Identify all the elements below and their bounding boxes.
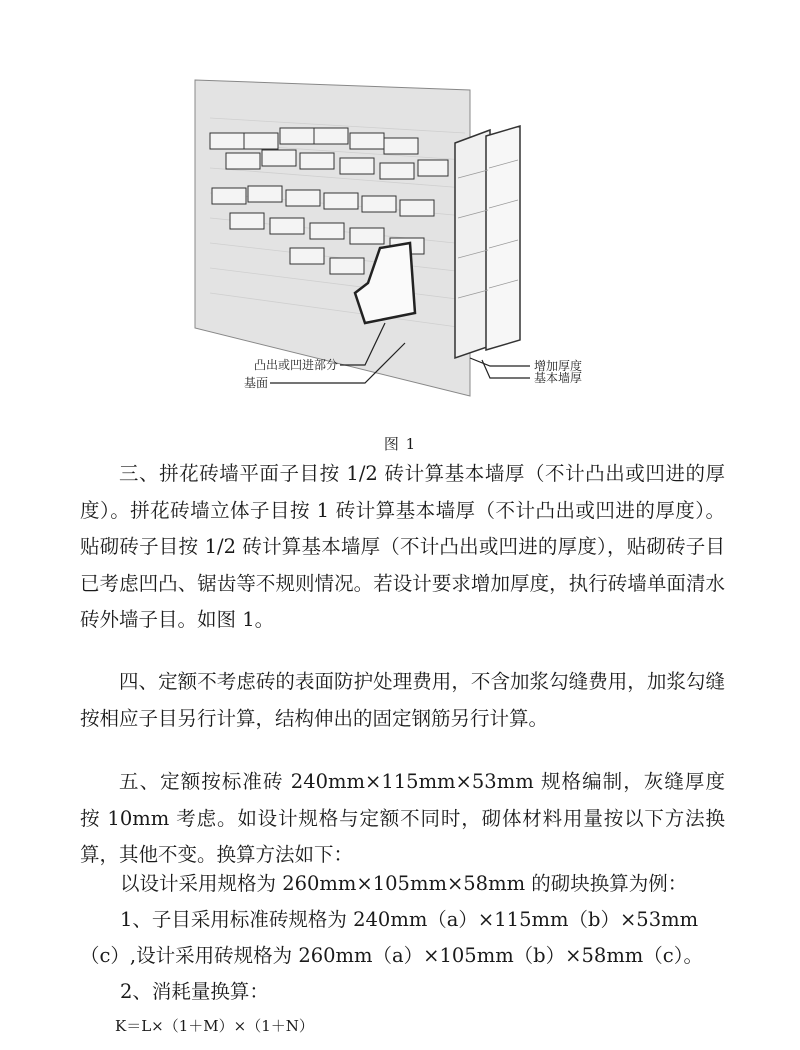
example-intro: 以设计采用规格为 260mm×105mm×58mm 的砌块换算为例： bbox=[120, 872, 688, 895]
item-1-line-1: 1、子目采用标准砖规格为 240mm（a）×115mm（b）×53mm bbox=[120, 908, 699, 931]
paragraph-5: 五、定额按标准砖 240mm×115mm×53mm 规格编制，灰缝厚度按 10mm 考虑。如设计规格与定额不同时，砌体材料用量按以下方法换算，其他不变。换算方法如下： bbox=[80, 770, 725, 866]
item-2: 2、消耗量换算： bbox=[120, 980, 269, 1003]
item-1-line-2: （c）,设计采用砖规格为 260mm（a）×105mm（b）×58mm（c）。 bbox=[80, 944, 703, 967]
label-added-thickness: 增加厚度 bbox=[534, 359, 583, 373]
paragraph-4: 四、定额不考虑砖的表面防护处理费用，不含加浆勾缝费用，加浆勾缝按相应子目另行计算，结构伸出的固定钢筋另行计算。 bbox=[80, 670, 725, 730]
label-base: 基面 bbox=[243, 376, 268, 390]
figure-caption: 图 1 bbox=[383, 435, 417, 453]
paragraph-3: 三、拼花砖墙平面子目按 1/2 砖计算基本墙厚（不计凸出或凹进的厚度）。拼花砖墙立体子目按 1 砖计算基本墙厚（不计凸出或凹进的厚度）。贴砌砖子目按 1/2 砖计算基本墙厚（不计凸出或凹进的厚度），贴砌砖子目已考虑凹凸、锯齿等不规则情况。若设计要求增加厚度，执行砖墙单面清水砖外墙子目。如图 1。 bbox=[80, 462, 725, 631]
formula: K＝L×（1＋M）×（1＋N） bbox=[115, 1017, 314, 1035]
brick-wall-figure bbox=[190, 78, 630, 408]
thickness-columns bbox=[455, 126, 520, 358]
label-basic-thickness: 基本墙厚 bbox=[534, 371, 583, 385]
label-protrusion: 凸出或凹进部分 bbox=[253, 358, 338, 372]
